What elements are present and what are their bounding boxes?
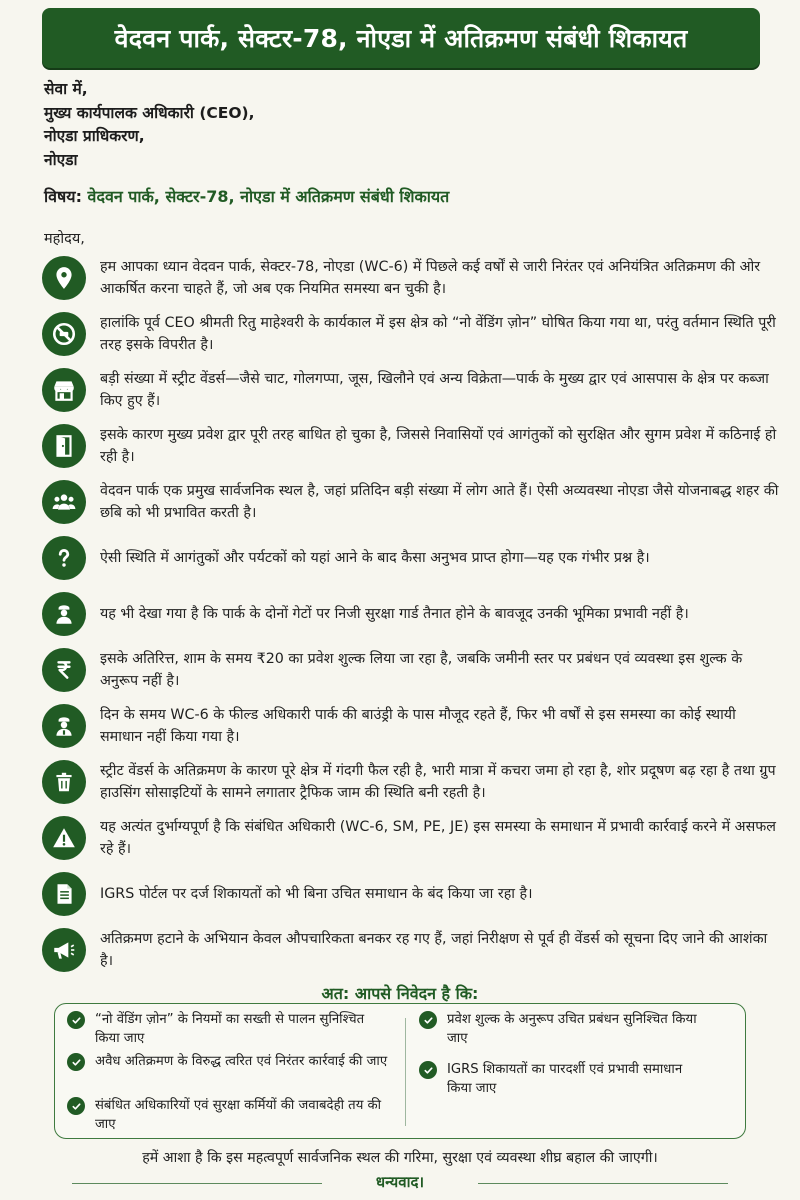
salutation: महोदय, (44, 231, 85, 247)
subject-text: वेदवन पार्क, सेक्टर-78, नोएडा में अतिक्रमण संबंधी शिकायत (87, 187, 450, 206)
request-box (54, 1003, 746, 1139)
point-item (42, 362, 782, 418)
question-icon (42, 536, 86, 580)
point-item (42, 642, 782, 698)
point-text: इसके कारण मुख्य प्रवेश द्वार पूरी तरह बाधित हो चुका है, जिससे निवासियों एवं आगंतुकों को सुरक्षित और सुगम प्रवेश में कठिनाई हो रही है। (100, 427, 777, 465)
megaphone-icon (42, 928, 86, 972)
point-text: दिन के समय WC-6 के फील्ड अधिकारी पार्क की बाउंड्री के पास मौजूद रहते हैं, फिर भी वर्षों से इस समस्या का कोई स्थायी समाधान नहीं किया गया है। (100, 707, 736, 745)
point-text: हालांकि पूर्व CEO श्रीमती रितु माहेश्वरी के कार्यकाल में इस क्षेत्र को “नो वेंडिंग ज़ोन” घोषित किया गया था, परंतु वर्तमान स्थिति पूरी तरह इसके विपरीत है। (100, 315, 776, 353)
point-item (42, 922, 782, 978)
subject-label: विषय: (44, 187, 82, 206)
point-text: ऐसी स्थिति में आगंतुकों और पर्यटकों को यहां आने के बाद कैसा अनुभव प्राप्त होगा—यह एक गंभीर प्रश्न है। (100, 550, 650, 566)
point-item (42, 810, 782, 866)
thanks-text: धन्यवाद। (375, 1173, 425, 1191)
subject-line (44, 185, 449, 207)
point-item (42, 418, 782, 474)
request-text: अवैध अतिक्रमण के विरुद्ध त्वरित एवं निरंतर कार्रवाई की जाए (95, 1054, 388, 1069)
point-text: वेदवन पार्क एक प्रमुख सार्वजनिक स्थल है, जहां प्रतिदिन बड़ी संख्या में लोग आते हैं। ऐसी अव्यवस्था नोएडा जैसे योजनाबद्ध शहर की छबि को भी प्रभावित करती है। (100, 483, 779, 521)
request-text: “नो वेंडिंग ज़ोन” के नियमों का सख्ती से पालन सुनिश्चित किया जाए (95, 1012, 365, 1046)
point-item (42, 530, 782, 586)
recipient-address (44, 78, 255, 172)
point-item (42, 586, 782, 642)
officer-icon (42, 704, 86, 748)
point-item (42, 866, 782, 922)
door-icon (42, 424, 86, 468)
point-text: हम आपका ध्यान वेदवन पार्क, सेक्टर-78, नोएडा (WC-6) में पिछले कई वर्षों से जारी निरंतर एवं अनियंत्रित अतिक्रमण की ओर आकर्षित करना चाहते हैं, जो अब एक नियमित समस्या बन चुकी है। (100, 259, 761, 297)
address-line-3: नोएडा प्राधिकरण, (44, 127, 145, 145)
request-item (67, 1096, 389, 1134)
guard-icon (42, 592, 86, 636)
location-pin-icon (42, 256, 86, 300)
point-item (42, 698, 782, 754)
point-text: इसके अतिरित्त, शाम के समय ₹20 का प्रवेश शुल्क लिया जा रहा है, जबकि जमीनी स्तर पर प्रबंधन एवं व्यवस्था इस शुल्क के अनुरूप नहीं है। (100, 651, 743, 689)
stall-icon (42, 368, 86, 412)
address-line-2: मुख्य कार्यपालक अधिकारी (CEO), (44, 103, 255, 122)
request-item (67, 1052, 389, 1071)
point-text: IGRS पोर्टल पर दर्ज शिकायतों को भी बिना उचित समाधान के बंद किया जा रहा है। (100, 886, 533, 902)
check-circle-icon (67, 1011, 85, 1029)
request-heading: अत: आपसे निवेदन है कि: (321, 984, 479, 1003)
address-line-4: नोएडा (44, 150, 78, 169)
warning-icon (42, 816, 86, 860)
point-text: यह अत्यंत दुर्भाग्यपूर्ण है कि संबंधित अधिकारी (WC-6, SM, PE, JE) इस समस्या के समाधान में प्रभावी कार्रवाई करने में असफल रहे हैं। (100, 819, 776, 857)
request-text: प्रवेश शुल्क के अनुरूप उचित प्रबंधन सुनिश्चित किया जाए (447, 1012, 697, 1046)
point-text: यह भी देखा गया है कि पार्क के दोनों गेटों पर निजी सुरक्षा गार्ड तैनात होने के बावजूद उनकी भूमिका प्रभावी नहीं है। (100, 606, 689, 622)
people-icon (42, 480, 86, 524)
document-icon (42, 872, 86, 916)
point-item (42, 754, 782, 810)
point-item (42, 250, 782, 306)
request-text: IGRS शिकायतों का पारदर्शी एवं प्रभावी समाधान किया जाए (447, 1062, 683, 1096)
address-line-1: सेवा में, (44, 80, 88, 98)
check-circle-icon (67, 1097, 85, 1115)
request-divider (405, 1018, 406, 1126)
request-item (419, 1010, 709, 1048)
closing-text: हमें आशा है कि इस महत्वपूर्ण सार्वजनिक स्थल की गरिमा, सुरक्षा एवं व्यवस्था शीघ्र बहाल की जाएगी। (142, 1150, 658, 1166)
title-banner (42, 8, 760, 68)
trash-icon (42, 760, 86, 804)
point-item (42, 306, 782, 362)
thanks-rule-right (478, 1183, 728, 1184)
point-text: अतिक्रमण हटाने के अभियान केवल औपचारिकता बनकर रह गए हैं, जहां निरीक्षण से पूर्व ही वेंडर्स को सूचना दिए जाने की आशंका है। (100, 931, 768, 969)
no-vending-icon (42, 312, 86, 356)
check-circle-icon (419, 1061, 437, 1079)
request-item (67, 1010, 389, 1048)
page-title: वेदवन पार्क, सेक्टर-78, नोएडा में अतिक्रमण संबंधी शिकायत (114, 24, 688, 53)
point-item (42, 474, 782, 530)
request-text: संबंधित अधिकारियों एवं सुरक्षा कर्मियों की जवाबदेही तय की जाए (95, 1098, 382, 1132)
rupee-icon (42, 648, 86, 692)
check-circle-icon (67, 1053, 85, 1071)
point-text: स्ट्रीट वेंडर्स के अतिक्रमण के कारण पूरे क्षेत्र में गंदगी फैल रही है, भारी मात्रा में कचरा जमा हो रहा है, शोर प्रदूषण बढ़ रहा है तथा ग्रुप हाउसिंग सोसाइटियों के सामने लगातार ट्रैफिक जाम की स्थिति बनी रहती है। (100, 763, 776, 801)
check-circle-icon (419, 1011, 437, 1029)
request-item (419, 1060, 709, 1098)
point-text: बड़ी संख्या में स्ट्रीट वेंडर्स—जैसे चाट, गोलगप्पा, जूस, खिलौने एवं अन्य विक्रेता—पार्क के मुख्य द्वार एवं आसपास के क्षेत्र पर कब्जा किए हुए हैं। (100, 371, 769, 409)
